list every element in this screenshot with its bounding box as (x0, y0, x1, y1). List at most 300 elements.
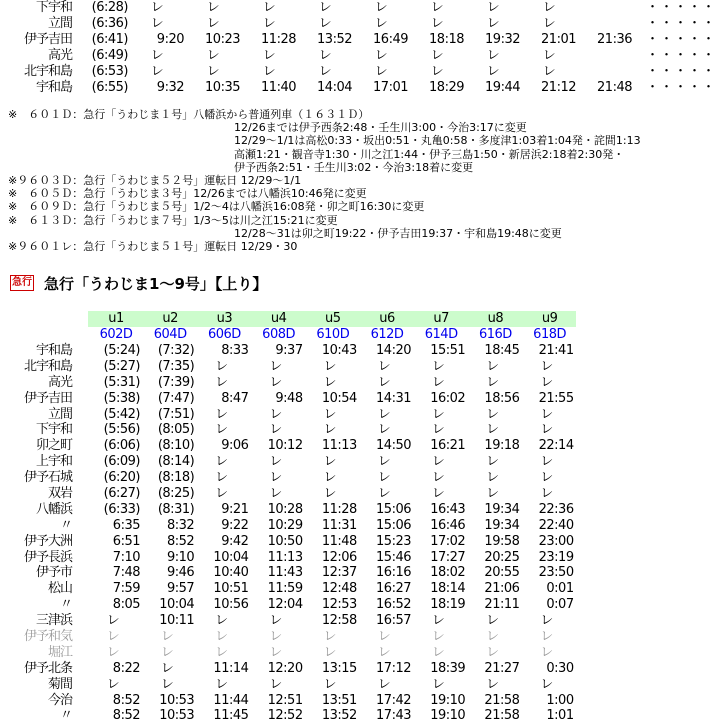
time-cell: (6:33) (103, 501, 140, 517)
pass-mark: レ (540, 613, 553, 629)
pass-mark: レ (377, 644, 391, 660)
time-cell: 19:34 (484, 501, 520, 517)
time-cell: 22:40 (538, 517, 574, 533)
pass-mark: レ (269, 470, 282, 486)
pass-mark: レ (431, 454, 445, 470)
time-cell: 17:02 (430, 533, 466, 549)
time-cell: 16:02 (430, 390, 466, 406)
pass-mark: レ (486, 470, 499, 486)
time-cell: 21:12 (541, 80, 576, 95)
time-cell: 11:45 (213, 708, 249, 724)
station-name: 〃 (59, 517, 72, 533)
time-cell: 7:10 (112, 549, 140, 565)
column-header: u7 (433, 311, 449, 326)
station-name: 堀江 (47, 644, 72, 660)
time-cell: 10:53 (159, 708, 195, 724)
station-name: 北宇和島 (23, 358, 72, 374)
pass-mark: レ (486, 48, 500, 63)
time-cell: 16:21 (430, 438, 466, 454)
pass-mark: レ (486, 0, 500, 15)
pass-mark: レ (323, 406, 337, 422)
time-cell: 9:06 (221, 438, 249, 454)
pass-mark: レ (262, 16, 276, 31)
pass-mark: レ (160, 676, 174, 692)
pass-mark: レ (269, 629, 282, 645)
pass-mark: レ (323, 422, 337, 438)
pass-mark: レ (269, 454, 282, 470)
time-cell: 18:18 (429, 32, 464, 47)
time-cell: 7:59 (112, 581, 140, 597)
time-cell: 16:57 (376, 613, 411, 629)
train-number: 608D (262, 327, 295, 342)
time-cell: 17:42 (376, 692, 411, 708)
pass-mark: レ (540, 486, 553, 502)
pass-mark: レ (431, 629, 445, 645)
time-cell: 11:28 (261, 32, 296, 47)
pass-mark: レ (150, 48, 164, 63)
time-cell: 23:50 (538, 565, 574, 581)
note-line: ※ ６０５Ｄ：急行「うわじま３号」12/26までは八幡浜10:46発に変更 (8, 187, 367, 201)
time-cell: 10:40 (213, 565, 249, 581)
time-cell: 12:52 (267, 708, 303, 724)
time-cell: (7:39) (157, 374, 195, 390)
time-cell: 9:46 (166, 565, 195, 581)
time-cell: 10:56 (213, 597, 249, 613)
pass-mark: レ (542, 64, 556, 79)
time-cell: (6:09) (103, 454, 140, 470)
time-cell: 11:48 (321, 533, 357, 549)
pass-mark: レ (486, 16, 500, 31)
pass-mark: レ (269, 676, 282, 692)
time-cell: 12:20 (267, 660, 303, 676)
time-cell: 0:30 (546, 660, 574, 676)
station-name: 伊予北条 (23, 660, 72, 676)
time-cell: 15:46 (376, 549, 411, 565)
time-cell: 0:07 (546, 597, 574, 613)
time-cell: 8:05 (112, 597, 140, 613)
time-cell: 14:20 (376, 343, 411, 358)
time-cell: 17:43 (376, 708, 411, 724)
time-cell: (7:35) (157, 358, 195, 374)
pass-mark: レ (486, 422, 499, 438)
continuation-dots: ・・・・・ (646, 16, 716, 31)
time-cell: 11:13 (321, 438, 357, 454)
station-name: 立間 (47, 406, 72, 422)
pass-mark: レ (486, 644, 499, 660)
time-cell: 18:45 (484, 343, 520, 358)
time-cell: 23:19 (538, 549, 574, 565)
pass-mark: レ (215, 470, 228, 486)
pass-mark: レ (215, 629, 228, 645)
time-cell: 10:43 (321, 343, 357, 358)
time-cell: (8:31) (157, 501, 195, 517)
pass-mark: レ (215, 676, 228, 692)
column-header: u6 (379, 311, 395, 326)
note-line: 12/29～1/1は高松0:33・坂出0:51・丸亀0:58・多度津1:03着1:04発・詫間1:13 (234, 134, 641, 148)
pass-mark: レ (206, 48, 220, 63)
time-cell: 22:14 (538, 438, 574, 454)
pass-mark: レ (318, 0, 332, 15)
time-cell: (5:42) (103, 406, 140, 422)
column-header: u2 (162, 311, 178, 326)
time-cell: 0:01 (546, 581, 574, 597)
station-name: 高光 (47, 48, 72, 63)
time-cell: 10:12 (267, 438, 303, 454)
time-cell: (5:56) (103, 422, 140, 438)
train-number: 606D (207, 327, 241, 342)
pass-mark: レ (540, 422, 553, 438)
time-cell: 10:23 (205, 32, 240, 47)
pass-mark: レ (540, 406, 553, 422)
time-cell: 23:00 (538, 533, 574, 549)
station-name: 伊予吉田 (23, 32, 72, 47)
pass-mark: レ (206, 0, 220, 15)
station-name: 伊予和気 (23, 629, 72, 645)
time-cell: (6:06) (103, 438, 140, 454)
time-cell: 8:22 (112, 660, 140, 676)
time-cell: 15:51 (430, 343, 466, 358)
pass-mark: レ (542, 0, 556, 15)
time-cell: 10:50 (267, 533, 303, 549)
time-cell: 15:06 (376, 501, 411, 517)
pass-mark: レ (540, 454, 553, 470)
continuation-dots: ・・・・・ (646, 64, 716, 79)
time-cell: 9:22 (221, 517, 249, 533)
time-cell: 21:41 (538, 343, 574, 358)
section-title (10, 273, 267, 293)
time-cell: 11:14 (213, 660, 249, 676)
pass-mark: レ (215, 644, 228, 660)
time-cell: 19:10 (430, 692, 466, 708)
time-cell: (7:47) (157, 390, 195, 406)
note-line: ※９６０３Ｄ：急行「うわじま５２号」運転日 12/29～1/1 (8, 173, 302, 187)
pass-mark: レ (262, 0, 276, 15)
time-cell: 8:47 (221, 390, 249, 406)
time-cell: (6:36) (91, 16, 128, 31)
time-cell: 11:31 (321, 517, 357, 533)
pass-mark: レ (430, 64, 444, 79)
train-number: 618D (533, 327, 566, 342)
pass-mark: レ (150, 16, 164, 31)
time-cell: 15:23 (376, 533, 411, 549)
pass-mark: レ (377, 422, 391, 438)
pass-mark: レ (542, 48, 556, 63)
time-cell: 13:52 (317, 32, 352, 47)
pass-mark: レ (540, 629, 553, 645)
pass-mark: レ (269, 613, 282, 629)
pass-mark: レ (377, 454, 391, 470)
station-name: 宇和島 (35, 80, 72, 95)
time-cell: 10:28 (267, 501, 303, 517)
time-cell: 9:21 (221, 501, 249, 517)
train-number: 602D (99, 327, 133, 342)
pass-mark: レ (374, 48, 388, 63)
pass-mark: レ (540, 470, 553, 486)
pass-mark: レ (486, 358, 499, 374)
time-cell: 10:04 (159, 597, 195, 613)
continuation-dots: ・・・・・ (646, 80, 716, 95)
column-header: u4 (270, 311, 287, 326)
time-cell: 13:15 (321, 660, 357, 676)
time-cell: (8:05) (157, 422, 195, 438)
time-cell: 16:52 (376, 597, 411, 613)
column-header: u8 (487, 311, 504, 326)
time-cell: 7:48 (112, 565, 140, 581)
time-cell: 15:06 (376, 517, 411, 533)
time-cell: 18:29 (429, 80, 464, 95)
note-line: ※９６０１レ：急行「うわじま５１号」運転日 12/29・30 (8, 239, 298, 253)
pass-mark: レ (486, 613, 499, 629)
time-cell: 11:40 (261, 80, 296, 95)
time-cell: 10:35 (205, 80, 240, 95)
time-cell: (6:27) (103, 486, 140, 502)
note-line: ※ ６１３Ｄ：急行「うわじま７号」1/3～5は川之江15:21に変更 (8, 213, 338, 227)
pass-mark: レ (377, 406, 391, 422)
pass-mark: レ (318, 16, 332, 31)
time-cell: 14:04 (317, 80, 352, 95)
time-cell: (6:49) (91, 48, 128, 63)
pass-mark: レ (431, 358, 445, 374)
pass-mark: レ (215, 406, 228, 422)
time-cell: 11:44 (213, 692, 249, 708)
time-cell: (8:10) (157, 438, 195, 454)
pass-mark: レ (377, 629, 391, 645)
time-cell: 16:27 (376, 581, 411, 597)
pass-mark: レ (160, 644, 174, 660)
pass-mark: レ (206, 16, 220, 31)
time-cell: 1:01 (546, 708, 574, 724)
station-name: 三津浜 (35, 613, 72, 629)
continuation-dots: ・・・・・ (646, 48, 716, 63)
pass-mark: レ (206, 64, 220, 79)
time-cell: 9:37 (275, 343, 303, 358)
time-cell: 9:20 (156, 32, 184, 47)
time-cell: 12:06 (321, 549, 357, 565)
pass-mark: レ (486, 629, 499, 645)
time-cell: 10:04 (213, 549, 249, 565)
time-cell: 12:48 (321, 581, 357, 597)
pass-mark: レ (486, 374, 499, 390)
pass-mark: レ (431, 486, 445, 502)
time-cell: 18:02 (430, 565, 466, 581)
pass-mark: レ (431, 676, 445, 692)
time-cell: 12:04 (267, 597, 303, 613)
pass-mark: レ (106, 613, 120, 629)
time-cell: 22:36 (538, 501, 574, 517)
column-header: u5 (325, 311, 341, 326)
pass-mark: レ (486, 406, 499, 422)
time-cell: 20:25 (484, 549, 520, 565)
continuation-dots: ・・・・・ (646, 0, 716, 15)
time-cell: (8:14) (157, 454, 195, 470)
pass-mark: レ (374, 64, 388, 79)
time-cell: 16:43 (430, 501, 466, 517)
time-cell: 12:53 (321, 597, 357, 613)
station-name: 今治 (47, 692, 72, 708)
pass-mark: レ (431, 644, 445, 660)
pass-mark: レ (323, 454, 337, 470)
pass-mark: レ (269, 422, 282, 438)
time-cell: 21:27 (484, 660, 520, 676)
pass-mark: レ (318, 48, 332, 63)
pass-mark: レ (486, 676, 499, 692)
time-cell: 8:32 (166, 517, 195, 533)
pass-mark: レ (215, 613, 228, 629)
time-cell: 8:33 (221, 343, 249, 358)
pass-mark: レ (431, 613, 445, 629)
time-cell: 19:10 (430, 708, 466, 724)
pass-mark: レ (430, 16, 444, 31)
note-line: 伊予西条2:51・壬生川3:02・今治3:18着に変更 (234, 160, 474, 174)
pass-mark: レ (215, 358, 228, 374)
time-cell: 18:19 (430, 597, 466, 613)
time-cell: 16:46 (430, 517, 466, 533)
station-name: 伊予長浜 (23, 549, 72, 565)
time-cell: 14:31 (376, 390, 411, 406)
pass-mark: レ (540, 358, 553, 374)
time-cell: 19:32 (485, 32, 520, 47)
time-cell: 18:56 (484, 390, 520, 406)
pass-mark: レ (160, 629, 174, 645)
time-cell: 12:37 (321, 565, 357, 581)
time-cell: 9:10 (166, 549, 195, 565)
pass-mark: レ (106, 629, 120, 645)
time-cell: 9:57 (166, 581, 195, 597)
pass-mark: レ (486, 64, 500, 79)
pass-mark: レ (215, 374, 228, 390)
pass-mark: レ (374, 0, 388, 15)
time-cell: 21:11 (484, 597, 520, 613)
time-cell: 10:53 (159, 692, 195, 708)
pass-mark: レ (377, 358, 391, 374)
time-cell: 9:42 (221, 533, 249, 549)
pass-mark: レ (106, 644, 120, 660)
pass-mark: レ (374, 16, 388, 31)
time-cell: 13:51 (321, 692, 357, 708)
station-name: 〃 (59, 708, 72, 724)
station-name: 下宇和 (35, 0, 72, 15)
station-name: 伊予大洲 (23, 533, 72, 549)
station-name: 八幡浜 (35, 501, 72, 517)
pass-mark: レ (430, 48, 444, 63)
time-cell: 21:48 (597, 80, 632, 95)
section-heading: 急行「うわじま1～9号」【上り】 (44, 274, 268, 293)
time-cell: 6:35 (112, 517, 140, 533)
pass-mark: レ (269, 486, 282, 502)
pass-mark: レ (542, 16, 556, 31)
pass-mark: レ (431, 374, 445, 390)
note-line: ※ ６０１Ｄ：急行「うわじま１号」八幡浜から普通列車（１６３１Ｄ） (8, 108, 370, 121)
pass-mark: レ (150, 64, 164, 79)
station-name: 宇和島 (35, 343, 72, 358)
continuation-dots: ・・・・・ (646, 32, 716, 47)
time-cell: 21:01 (541, 32, 576, 47)
station-name: 双岩 (47, 486, 72, 502)
time-cell: 18:39 (430, 660, 466, 676)
time-cell: 21:06 (484, 581, 520, 597)
pass-mark: レ (323, 676, 337, 692)
pass-mark: レ (269, 644, 282, 660)
time-cell: 16:49 (373, 32, 408, 47)
time-cell: 18:14 (430, 581, 466, 597)
time-cell: (7:32) (157, 343, 195, 358)
column-header: u3 (216, 311, 233, 326)
train-number: 614D (424, 327, 458, 342)
time-cell: 1:00 (546, 692, 574, 708)
column-header-row (88, 311, 576, 327)
time-cell: 21:58 (484, 692, 520, 708)
pass-mark: レ (215, 422, 228, 438)
time-cell: (5:38) (103, 390, 140, 406)
train-number: 604D (153, 327, 187, 342)
time-cell: 21:55 (538, 390, 574, 406)
pass-mark: レ (323, 470, 337, 486)
pass-mark: レ (486, 454, 499, 470)
pass-mark: レ (430, 0, 444, 15)
time-cell: 13:52 (321, 708, 357, 724)
note-line: 12/26までは伊予西条2:48・壬生川3:00・今治3:17に変更 (234, 121, 527, 135)
time-cell: 10:11 (159, 613, 195, 629)
pass-mark: レ (540, 374, 553, 390)
time-cell: (6:41) (91, 32, 128, 47)
time-cell: 11:43 (267, 565, 303, 581)
pass-mark: レ (540, 676, 553, 692)
time-cell: 17:27 (430, 549, 466, 565)
pass-mark: レ (160, 660, 174, 676)
station-name: 〃 (59, 597, 72, 613)
time-cell: 10:51 (213, 581, 249, 597)
time-cell: 8:52 (166, 533, 195, 549)
pass-mark: レ (377, 470, 391, 486)
pass-mark: レ (431, 406, 445, 422)
pass-mark: レ (323, 374, 337, 390)
column-header: u1 (108, 311, 124, 326)
station-name: 菊間 (47, 676, 72, 692)
time-cell: (8:18) (157, 470, 195, 486)
express-badge: 急行 (10, 275, 34, 291)
time-cell: 19:44 (485, 80, 520, 95)
station-name: 上宇和 (35, 454, 72, 470)
pass-mark: レ (215, 454, 228, 470)
station-name: 北宇和島 (23, 64, 72, 79)
time-cell: 19:58 (484, 533, 520, 549)
station-name: 卯之町 (35, 438, 72, 454)
time-cell: (5:31) (103, 374, 140, 390)
time-cell: 6:51 (112, 533, 140, 549)
time-cell: (6:53) (91, 64, 128, 79)
time-cell: (5:24) (103, 343, 140, 358)
pass-mark: レ (215, 486, 228, 502)
time-cell: 12:58 (321, 613, 357, 629)
pass-mark: レ (377, 486, 391, 502)
pass-mark: レ (262, 64, 276, 79)
pass-mark: レ (323, 358, 337, 374)
time-cell: 19:18 (484, 438, 520, 454)
station-name: 高光 (47, 374, 72, 390)
station-name: 伊予吉田 (23, 390, 72, 406)
pass-mark: レ (377, 374, 391, 390)
time-cell: 11:59 (267, 581, 303, 597)
time-cell: 21:58 (484, 708, 520, 724)
time-cell: 12:51 (267, 692, 303, 708)
notes (8, 108, 641, 253)
time-cell: 16:16 (376, 565, 411, 581)
note-line: ※ ６０９Ｄ：急行「うわじま５号」1/2～4は八幡浜16:08発・卯之町16:30に変更 (8, 200, 425, 214)
time-cell: 20:55 (484, 565, 520, 581)
train-number: 610D (316, 327, 350, 342)
time-cell: 10:29 (267, 517, 303, 533)
time-cell: 19:34 (484, 517, 520, 533)
